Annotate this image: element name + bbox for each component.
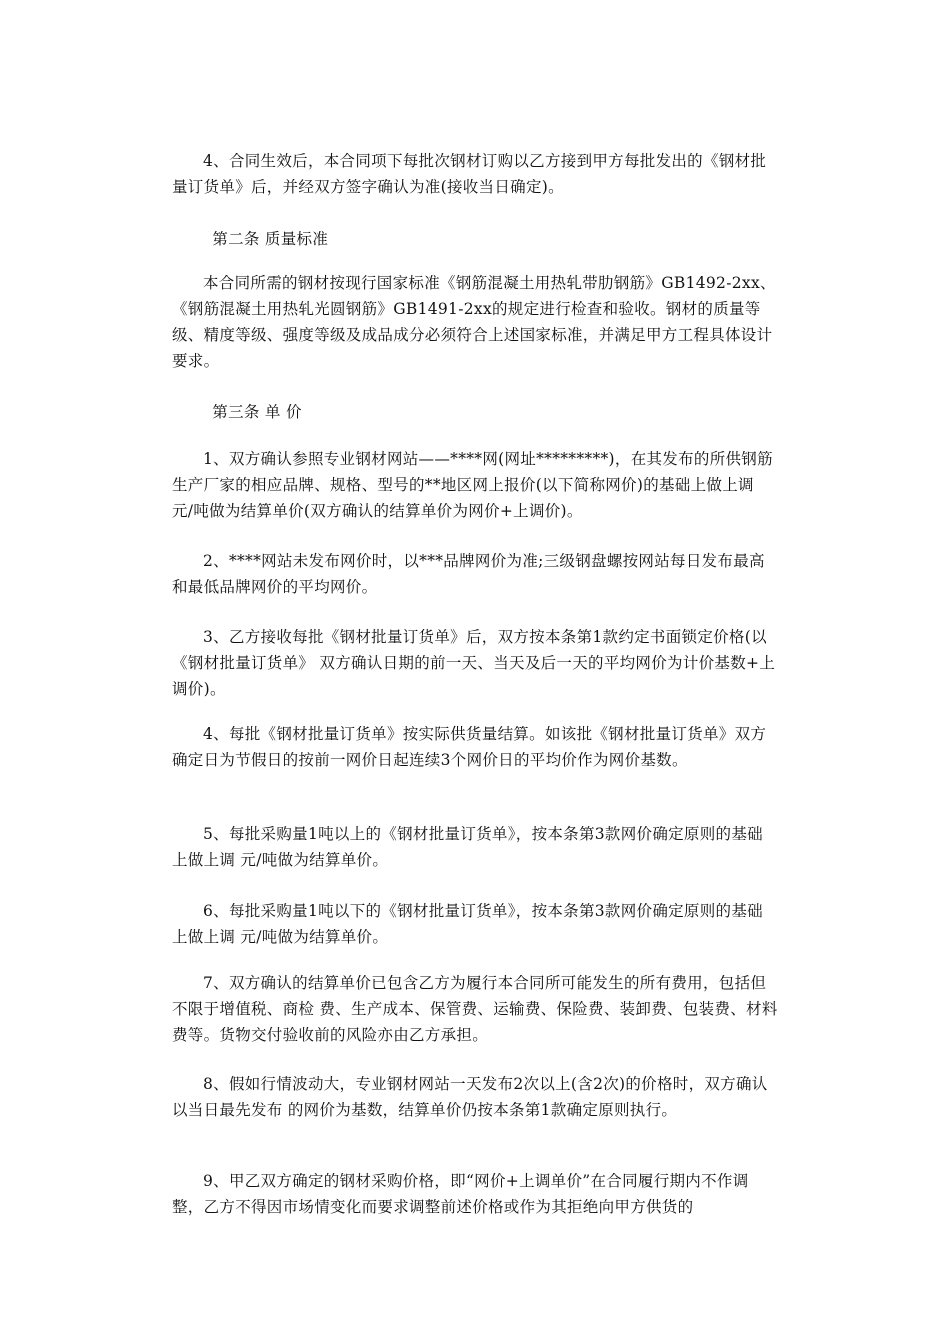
paragraph-price-clause-2: 2、****网站未发布网价时，以***品牌网价为准;三级钢盘螺按网站每日发布最高和最低品牌网价的平均网价。 <box>172 552 765 596</box>
paragraph-price-clause-7: 7、双方确认的结算单价已包含乙方为履行本合同所可能发生的所有费用，包括但不限于增值税、商检 费、生产成本、保管费、运输费、保险费、装卸费、包装费、材料费等。货物交付验收前的风险亦由乙方承担。 <box>172 974 778 1044</box>
paragraph-price-clause-6: 6、每批采购量1吨以下的《钢材批量订货单》，按本条第3款网价确定原则的基础上做上调 元/吨做为结算单价。 <box>172 902 763 946</box>
heading-article-2: 第二条 质量标准 <box>212 230 329 248</box>
paragraph-price-clause-9: 9、甲乙双方确定的钢材采购价格，即“网价+上调单价”在合同履行期内不作调整，乙方不得因市场情变化而要求调整前述价格或作为其拒绝向甲方供货的 <box>172 1172 749 1216</box>
paragraph-price-clause-8: 8、假如行情波动大，专业钢材网站一天发布2次以上(含2次)的价格时，双方确认以当日最先发布 的网价为基数，结算单价仍按本条第1款确定原则执行。 <box>172 1075 768 1119</box>
paragraph-contract-effective: 4、合同生效后，本合同项下每批次钢材订购以乙方接到甲方每批发出的《钢材批量订货单》后，并经双方签字确认为准(接收当日确定)。 <box>172 152 767 196</box>
paragraph-price-clause-1: 1、双方确认参照专业钢材网站——****网(网址*********)，在其发布的所供钢筋生产厂家的相应品牌、规格、型号的**地区网上报价(以下简称网价)的基础上做上调 元/吨做为结算单价(双方确认的结算单价为网价+上调价)。 <box>172 450 773 520</box>
paragraph-price-clause-5: 5、每批采购量1吨以上的《钢材批量订货单》，按本条第3款网价确定原则的基础上做上调 元/吨做为结算单价。 <box>172 825 763 869</box>
paragraph-price-clause-4: 4、每批《钢材批量订货单》按实际供货量结算。如该批《钢材批量订货单》双方确定日为节假日的按前一网价日起连续3个网价日的平均价作为网价基数。 <box>172 725 767 769</box>
heading-article-3: 第三条 单 价 <box>212 403 302 421</box>
paragraph-price-clause-3: 3、乙方接收每批《钢材批量订货单》后，双方按本条第1款约定书面锁定价格(以《钢材批量订货单》 双方确认日期的前一天、当天及后一天的平均网价为计价基数+上调价)。 <box>172 628 776 698</box>
paragraph-quality-standard: 本合同所需的钢材按现行国家标准《钢筋混凝土用热轧带肋钢筋》GB1492-2xx、《钢筋混凝土用热轧光圆钢筋》GB1491-2xx的规定进行检查和验收。钢材的质量等级、精度等级、强度等级及成品成分必须符合上述国家标准，并满足甲方工程具体设计要求。 <box>172 274 776 370</box>
